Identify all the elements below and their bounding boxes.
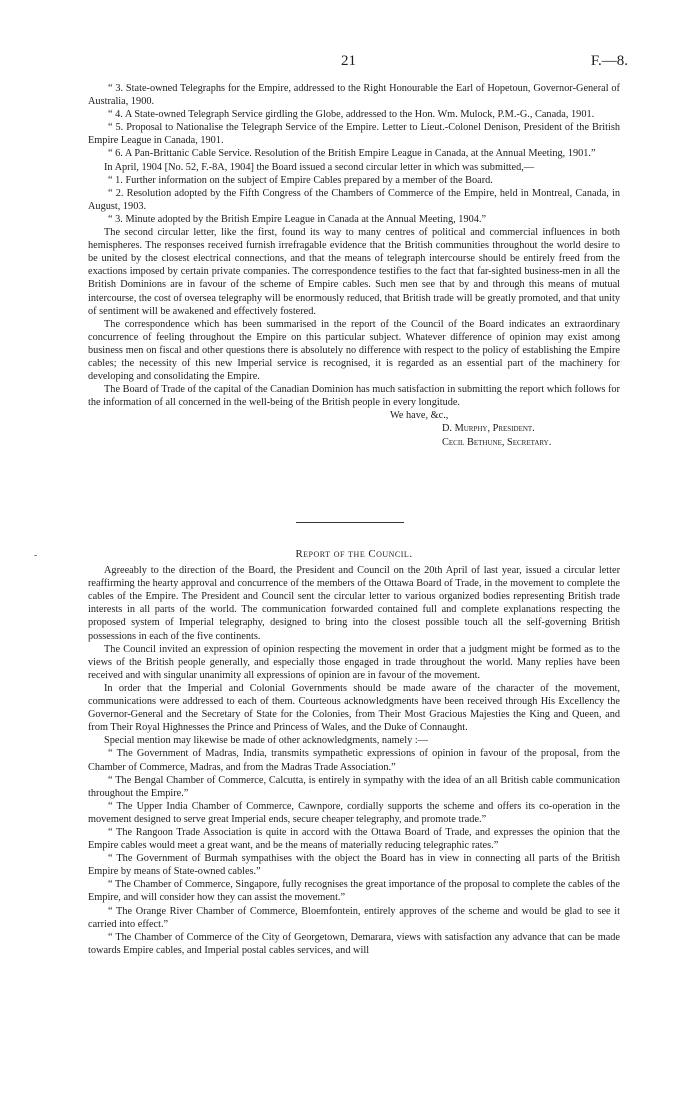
paragraph: “ The Rangoon Trade Association is quite in accord with the Ottawa Board of Trade, and expresses the opinion that the Empire cables would meet a great want, and be the means of materially reducing telegraphic rates.” — [88, 826, 620, 852]
top-section — [88, 82, 620, 449]
paragraph: “ 2. Resolution adopted by the Fifth Congress of the Chambers of Commerce of the Empire, held in Montreal, Canada, in August, 1903. — [88, 187, 620, 212]
paragraph: “ The Chamber of Commerce, Singapore, fully recognises the great importance of the proposal to complete the cables of the Empire, and will consider how they can assist the movement.” — [88, 879, 620, 904]
paragraph: “ 3. State-owned Telegraphs for the Empire, addressed to the Right Honourable the Earl of Hopetoun, Governor-General of Australia, 1900. — [88, 83, 620, 108]
paragraph: The Board of Trade of the capital of the Canadian Dominion has much satisfaction in submitting the report which follows for the information of all concerned in the well-being of the British people in every longitude. — [88, 384, 620, 409]
margin-mark: - — [34, 550, 38, 561]
paragraph: “ The Chamber of Commerce of the City of Georgetown, Demarara, views with satisfaction any advance that can be made towards Empire cables, and Imperial postal cables services, and will — [88, 931, 620, 956]
paragraph: In April, 1904 [No. 52, F.-8A, 1904] the Board issued a second circular letter in which was submitted,— — [104, 161, 535, 173]
paragraph: “ The Government of Burmah sympathises with the object the Board has in view in connecting all parts of the British Empire by means of State-owned cables.” — [88, 853, 620, 878]
paragraph: “ 4. A State-owned Telegraph Service girdling the Globe, addressed to the Hon. Wm. Mulock, P.M.-G., Canada, 1901. — [108, 109, 595, 121]
paragraph: “ 6. A Pan-Brittanic Cable Service. Resolution of the British Empire League in Canada, at the Annual Meeting, 1901.” — [108, 148, 596, 160]
signoff-secretary: Cecil Bethune, Secretary. — [442, 436, 552, 448]
paragraph: The correspondence which has been summarised in the report of the Council of the Board indicates an extraordinary concurrence of feeling throughout the Empire on this particular subject. Whatever difference of opinion may exist among business men on fiscal and other questions there is absolutely no difference with respect to the policy of establishing the Empire cables; the necessity of this new Imperial service is recognised, it is regarded as an essential part of the machinery for developing and consolidating the Empire. — [88, 318, 620, 383]
page-number: 21 — [341, 53, 356, 69]
paragraph: The Council invited an expression of opinion respecting the movement in order that a judgment might be formed as to the views of the British people generally, and especially those engaged in trade throughout the world. Many replies have been received and with singular unanimity all expressions of opinion are in favour of the movement. — [88, 643, 620, 681]
paragraph: In order that the Imperial and Colonial Governments should be made aware of the character of the movement, communications were addressed to each of them. Courteous acknowledgments have been received through His Excellency the Governor-General and the Secretary of State for the Colonies, from Their Most Gracious Majesties the King and Queen, and from Their Royal Highnesses the Prince and Princess of Wales, and the Duke of Connaught. — [88, 682, 620, 734]
signoff-president: D. Murphy, President. — [442, 423, 535, 435]
paragraph: “ 3. Minute adopted by the British Empire League in Canada at the Annual Meeting, 1904.” — [108, 213, 487, 225]
section-divider — [296, 522, 404, 523]
signoff — [88, 409, 620, 448]
paragraph: “ The Bengal Chamber of Commerce, Calcutta, is entirely in sympathy with the idea of an all British cable communication throughout the Empire.” — [88, 774, 620, 799]
paragraph: Special mention may likewise be made of other acknowledgments, namely :— — [104, 735, 428, 747]
paragraph: The second circular letter, like the first, found its way to many centres of political and commercial influences in both hemispheres. The responses received furnish irrefragable evidence that the British communities throughout the world desire to be united by the closest electrical connections, and that the means of telegraph intercourse should be entirely freed from the exactions imposed by certain private companies. The correspondence testifies to the fact that far-sighted business-men in all the British Dominions are in favour of the scheme of Empire cables. Such men see that by and through this means of mutual intercourse, the cost of oversea telegraphy will be enormously reduced, that British trade will be greatly promoted, and that unity of sentiment will be awakened and effectively fostered. — [88, 227, 620, 317]
paragraph: “ The Orange River Chamber of Commerce, Bloemfontein, entirely approves of the scheme and would be glad to see it carried into effect.” — [88, 905, 620, 930]
paragraph: “ The Upper India Chamber of Commerce, Cawnpore, cordially supports the scheme and offers its co-operation in the movement designed to serve great Imperial ends, secure cheaper telegraphy, and promote trade.” — [88, 800, 620, 825]
council-report-section — [88, 548, 620, 957]
signoff-closing: We have, &c., — [390, 410, 449, 422]
paragraph: “ 1. Further information on the subject of Empire Cables prepared by a member of the Board. — [108, 174, 493, 186]
document-reference: F.—8. — [590, 53, 628, 69]
paragraph: “ The Government of Madras, India, transmits sympathetic expressions of opinion in favour of the proposal, from the Chamber of Commerce, Madras, and from the Madras Trade Association.” — [88, 748, 620, 773]
section-title: Report of the Council. — [295, 548, 413, 560]
paragraph: Agreeably to the direction of the Board, the President and Council on the 20th April of last year, issued a circular letter reaffirming the hearty approval and concurrence of the members of the Ottawa Board of Trade, in the movement to complete the cables of the Empire. The President and Council sent the circular letter to various organized bodies representing British trade interests in all parts of the world. The communication forwarded contained full and complete explanations respecting the proposed system of Imperial telegraphy, designed to bring into the closest possible touch all the self-governing British possessions in each of the five continents. — [88, 565, 620, 642]
page-header — [0, 55, 700, 75]
paragraph: “ 5. Proposal to Nationalise the Telegraph Service of the Empire. Letter to Lieut.-Colonel Denison, President of the British Empire League in Canada, 1901. — [88, 122, 620, 147]
